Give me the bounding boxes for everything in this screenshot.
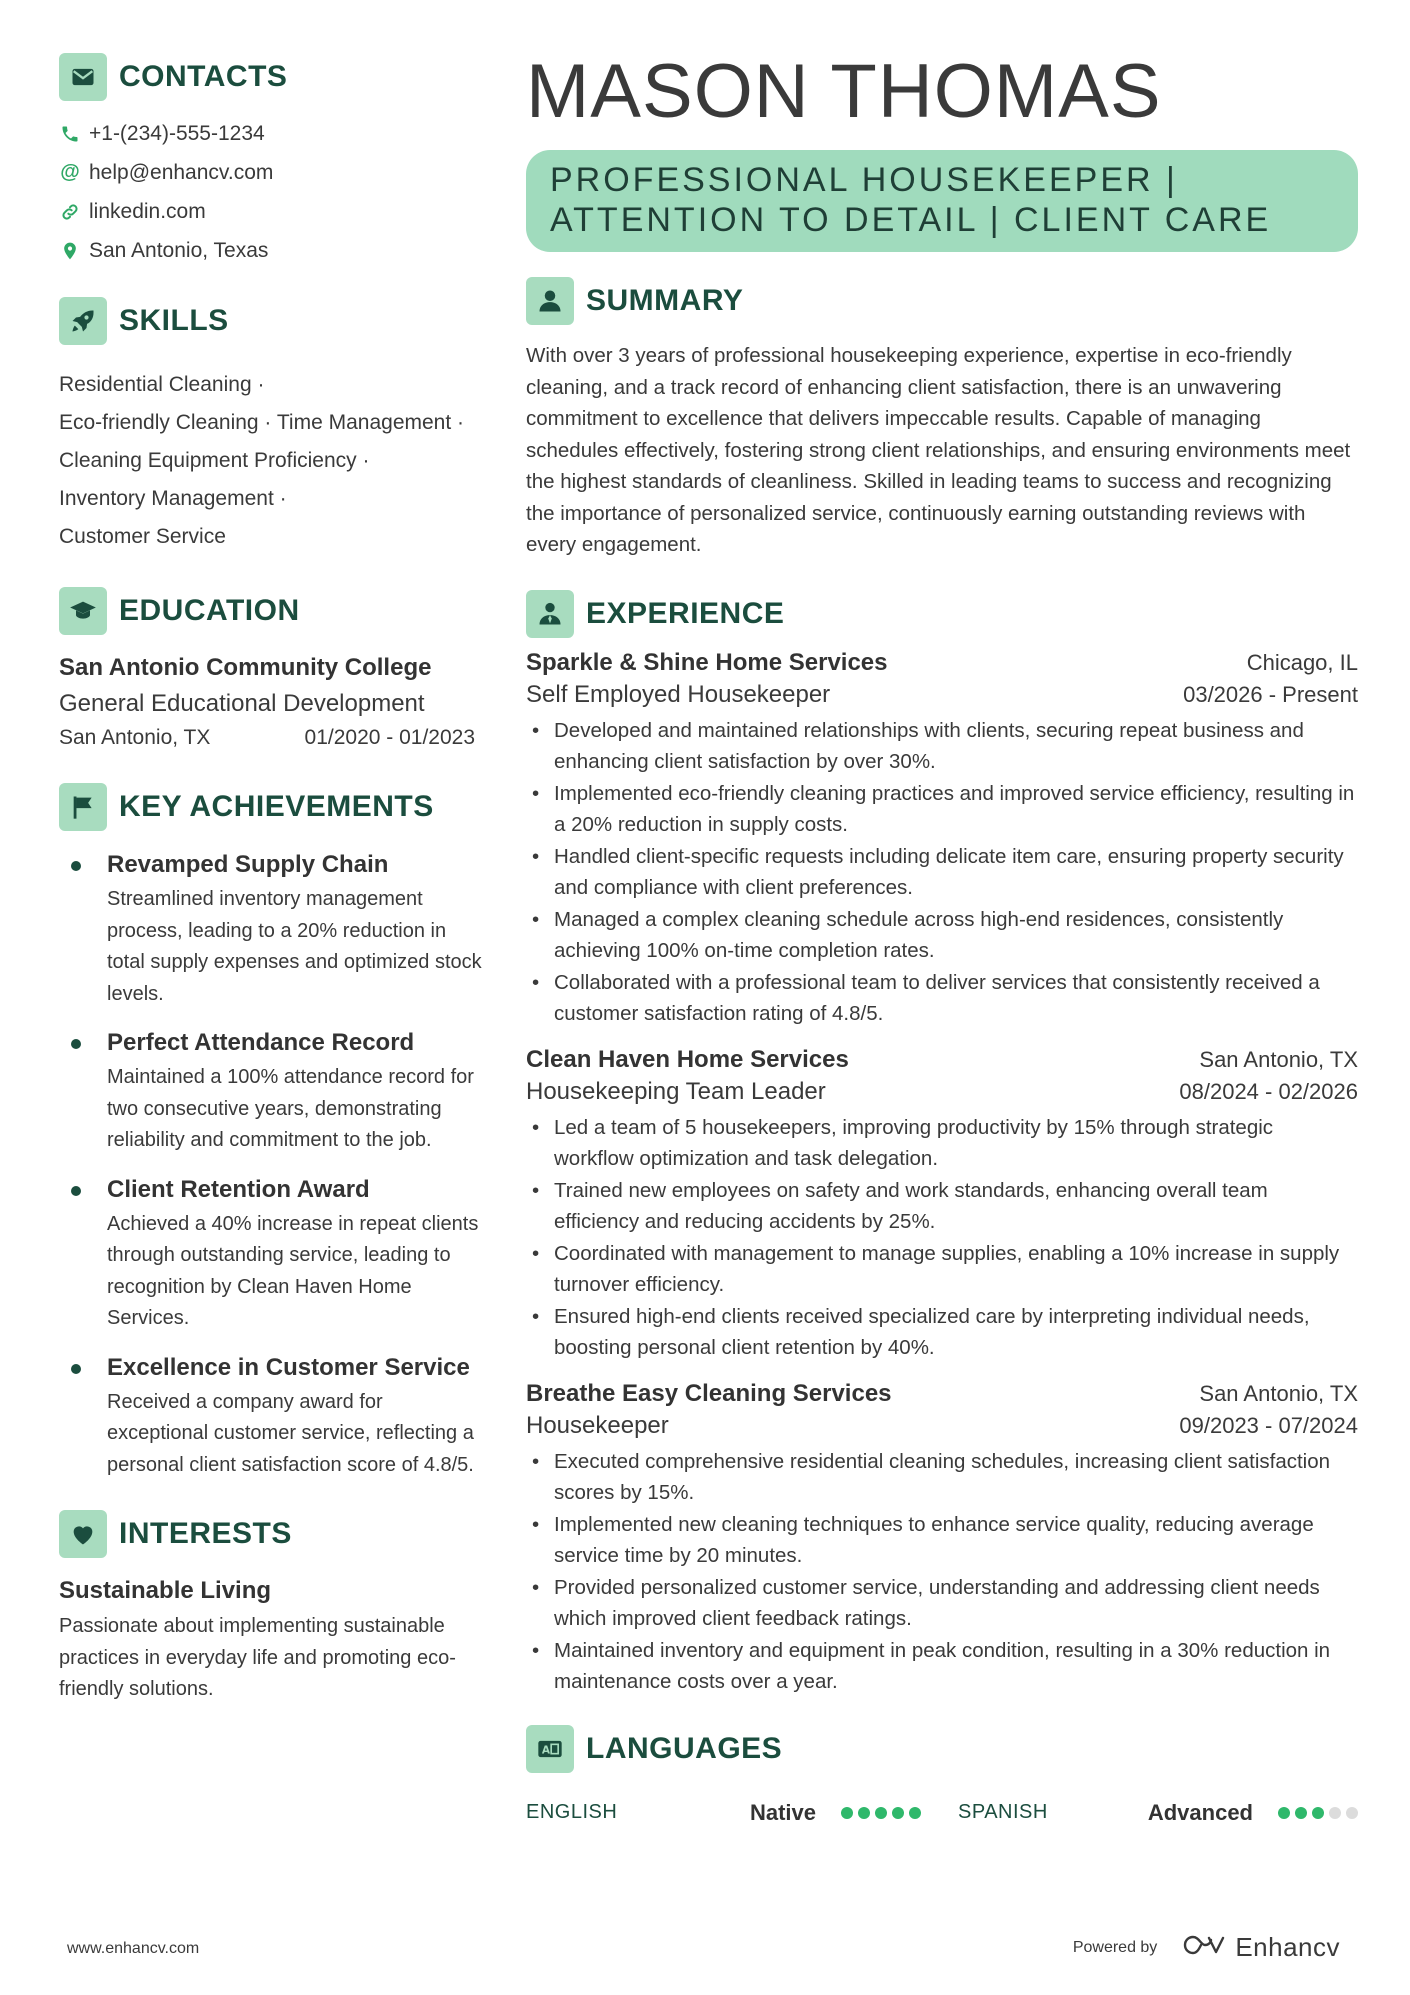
skills-list [59, 366, 489, 556]
bullet-dot [71, 1039, 81, 1049]
language-level: Advanced [1147, 1799, 1253, 1825]
section-title-contacts: CONTACTS [119, 60, 288, 93]
candidate-tagline: PROFESSIONAL HOUSEKEEPER | ATTENTION TO DETAIL | CLIENT CARE [526, 150, 1358, 252]
language-name: ENGLISH [526, 1801, 618, 1823]
achievement-text: Achieved a 40% increase in repeat clients through outstanding service, leading to recognition by Clean Haven Home Services. [107, 1212, 479, 1329]
job-bullet: • Trained new employees on safety and work standards, enhancing overall team efficiency and reducing accidents by 25%. [526, 1175, 1358, 1238]
education-dates: 01/2020 - 01/2023 [304, 726, 475, 749]
job-company: Clean Haven Home Services [526, 1045, 849, 1073]
footer-branding[interactable] [1073, 1932, 1340, 1963]
job-bullets [526, 715, 1358, 1030]
language-rating [1273, 1807, 1358, 1819]
rating-dot-filled [858, 1807, 870, 1819]
job-bullet: • Maintained inventory and equipment in peak condition, resulting in a 30% reduction in maintenance costs over a year. [526, 1635, 1358, 1698]
job-bullets [526, 1112, 1358, 1364]
achievement-item [59, 1175, 489, 1335]
brand-name: Enhancv [1235, 1932, 1340, 1962]
education-header [59, 586, 489, 636]
education-school: San Antonio Community College [59, 654, 432, 681]
job-bullet: • Coordinated with management to manage supplies, enabling a 10% increase in supply turnover efficiency. [526, 1238, 1358, 1301]
skill-line: Customer Service [59, 525, 226, 548]
achievements-header [59, 782, 489, 832]
graduation-cap-icon [59, 587, 107, 635]
link-icon [59, 202, 81, 222]
powered-by-label: Powered by [1072, 1938, 1158, 1956]
skill-line: Eco-friendly Cleaning · Time Management · [59, 411, 465, 434]
achievement-item [59, 1353, 489, 1482]
phone-icon [59, 124, 81, 144]
section-title-summary: SUMMARY [586, 284, 744, 317]
education-meta [59, 726, 475, 750]
section-title-languages: LANGUAGES [586, 1731, 783, 1765]
enhancv-logo-icon [1181, 1933, 1225, 1962]
interest-title: Sustainable Living [59, 1577, 272, 1604]
job-location: Chicago, IL [1246, 649, 1358, 675]
rating-dot-filled [841, 1807, 853, 1819]
skill-line: Inventory Management · [59, 487, 287, 510]
section-title-experience: EXPERIENCE [586, 596, 785, 630]
achievement-text: Received a company award for exceptional customer service, reflecting a personal client satisfaction score of 4.8/5. [107, 1390, 474, 1476]
section-title-skills: SKILLS [119, 304, 229, 337]
skill-line: Cleaning Equipment Proficiency · [59, 449, 370, 472]
achievement-item [59, 850, 489, 1010]
job-role: Self Employed Housekeeper [526, 680, 831, 708]
language-item [526, 1800, 921, 1826]
achievement-title: Perfect Attendance Record [107, 1029, 415, 1056]
contact-phone-text: +1-(234)-555-1234 [89, 121, 265, 145]
language-list [526, 1774, 1358, 1826]
rating-dot-filled [875, 1807, 887, 1819]
job-bullet: • Collaborated with a professional team to deliver services that consistently received a customer satisfaction rating of 4.8/5. [526, 967, 1358, 1030]
flag-icon [59, 783, 107, 831]
job-bullet: • Handled client-specific requests including delicate item care, ensuring property security and compliance with client preferences. [526, 841, 1358, 904]
job-location: San Antonio, TX [1199, 1046, 1358, 1072]
job-bullet: • Developed and maintained relationships with clients, securing repeat business and enhancing client satisfaction by over 30%. [526, 715, 1358, 778]
job-bullet: • Provided personalized customer service, understanding and addressing client needs which improved client feedback ratings. [526, 1572, 1358, 1635]
interest-text: Passionate about implementing sustainable practices in everyday life and promoting eco-friendly solutions. [59, 1615, 456, 1700]
achievement-list [59, 850, 489, 1481]
language-level: Native [749, 1799, 816, 1825]
left-column [59, 52, 489, 1706]
job-bullet: • Managed a complex cleaning schedule across high-end residences, consistently achieving 100% on-time completion rates. [526, 904, 1358, 967]
job-role: Housekeeping Team Leader [526, 1077, 826, 1105]
svg-text:A: A [541, 1744, 550, 1757]
rating-dot-empty [1346, 1807, 1358, 1819]
right-column [526, 49, 1358, 1826]
job-role: Housekeeper [526, 1411, 669, 1439]
education-location: San Antonio, TX [59, 726, 211, 749]
interests-header [59, 1509, 489, 1559]
rating-dot-filled [1295, 1807, 1307, 1819]
summary-header [526, 276, 1358, 326]
section-title-education: EDUCATION [119, 594, 300, 627]
job-entry [526, 649, 1358, 1030]
at-icon: @ [60, 161, 80, 183]
job-bullet: • Implemented new cleaning techniques to enhance service quality, reducing average service time by 20 minutes. [526, 1509, 1358, 1572]
section-title-achievements: KEY ACHIEVEMENTS [119, 790, 434, 823]
briefcase-person-icon [526, 590, 574, 638]
rating-dot-filled [1312, 1807, 1324, 1819]
contact-email-text: help@enhancv.com [89, 160, 274, 184]
education-degree: General Educational Development [59, 690, 425, 717]
rating-dot-filled [1278, 1807, 1290, 1819]
person-icon [526, 277, 574, 325]
job-bullets [526, 1446, 1358, 1698]
rating-dot-filled [892, 1807, 904, 1819]
contacts-header [59, 52, 489, 102]
achievement-title: Client Retention Award [107, 1175, 370, 1203]
bullet-dot [71, 1364, 81, 1374]
skill-line: Residential Cleaning · [59, 373, 265, 396]
job-bullet: • Ensured high-end clients received specialized care by interpreting individual needs, boosting personal client retention by 40%. [526, 1301, 1358, 1364]
job-dates: 08/2024 - 02/2026 [1179, 1078, 1358, 1104]
translate-icon [526, 1725, 574, 1773]
rating-dot-filled [909, 1807, 921, 1819]
job-location: San Antonio, TX [1199, 1380, 1358, 1406]
languages-header [526, 1724, 1358, 1774]
achievement-title: Revamped Supply Chain [107, 851, 389, 878]
rocket-icon [59, 297, 107, 345]
contact-list [59, 114, 489, 270]
achievement-text: Streamlined inventory management process, leading to a 20% reduction in total supply expenses and optimized stock levels. [107, 888, 482, 1005]
contact-location [59, 231, 489, 270]
language-rating [836, 1807, 921, 1819]
contact-phone[interactable] [59, 114, 489, 153]
job-dates: 03/2026 - Present [1183, 681, 1358, 707]
job-bullet: • Executed comprehensive residential cleaning schedules, increasing client satisfaction scores by 15%. [526, 1446, 1358, 1509]
achievement-item [59, 1028, 489, 1157]
job-entry [526, 1380, 1358, 1698]
candidate-name: MASON THOMAS [526, 49, 1162, 134]
job-bullet: • Implemented eco-friendly cleaning practices and improved service efficiency, resulting in a 20% reduction in supply costs. [526, 778, 1358, 841]
contact-email[interactable] [59, 153, 489, 192]
bullet-dot [71, 1186, 81, 1196]
achievement-text: Maintained a 100% attendance record for two consecutive years, demonstrating reliability and commitment to the job. [107, 1066, 474, 1151]
contact-linkedin-text: linkedin.com [89, 199, 206, 223]
skills-header [59, 296, 489, 346]
section-title-interests: INTERESTS [119, 1517, 292, 1550]
language-name: SPANISH [958, 1801, 1048, 1823]
bullet-dot [71, 861, 81, 871]
job-entry [526, 1046, 1358, 1364]
rating-dot-empty [1329, 1807, 1341, 1819]
job-bullet: • Led a team of 5 housekeepers, improving productivity by 15% through strategic workflow optimization and task delegation. [526, 1112, 1358, 1175]
language-item [958, 1800, 1358, 1826]
location-pin-icon [59, 241, 81, 261]
summary-text: With over 3 years of professional housekeeping experience, expertise in eco-friendly cleaning, and a track record of enhancing client satisfaction, there is an unwavering commitment to excellence that delivers impeccable results. Capable of managing schedules effectively, fostering strong client relationships, and ensuring environments meet the highest standards of cleanliness. Skilled in leading teams to success and recognizing the importance of personalized service, continuously earning outstanding reviews with every engagement. [526, 344, 1351, 556]
job-company: Breathe Easy Cleaning Services [526, 1379, 892, 1407]
job-company: Sparkle & Shine Home Services [526, 648, 888, 676]
experience-header [526, 589, 1358, 639]
job-dates: 09/2023 - 07/2024 [1179, 1412, 1358, 1438]
achievement-title: Excellence in Customer Service [107, 1353, 470, 1381]
contact-location-text: San Antonio, Texas [89, 238, 269, 262]
contact-linkedin[interactable] [59, 192, 489, 231]
heart-icon [59, 1510, 107, 1558]
footer-website[interactable]: www.enhancv.com [67, 1940, 200, 1957]
envelope-icon [59, 53, 107, 101]
